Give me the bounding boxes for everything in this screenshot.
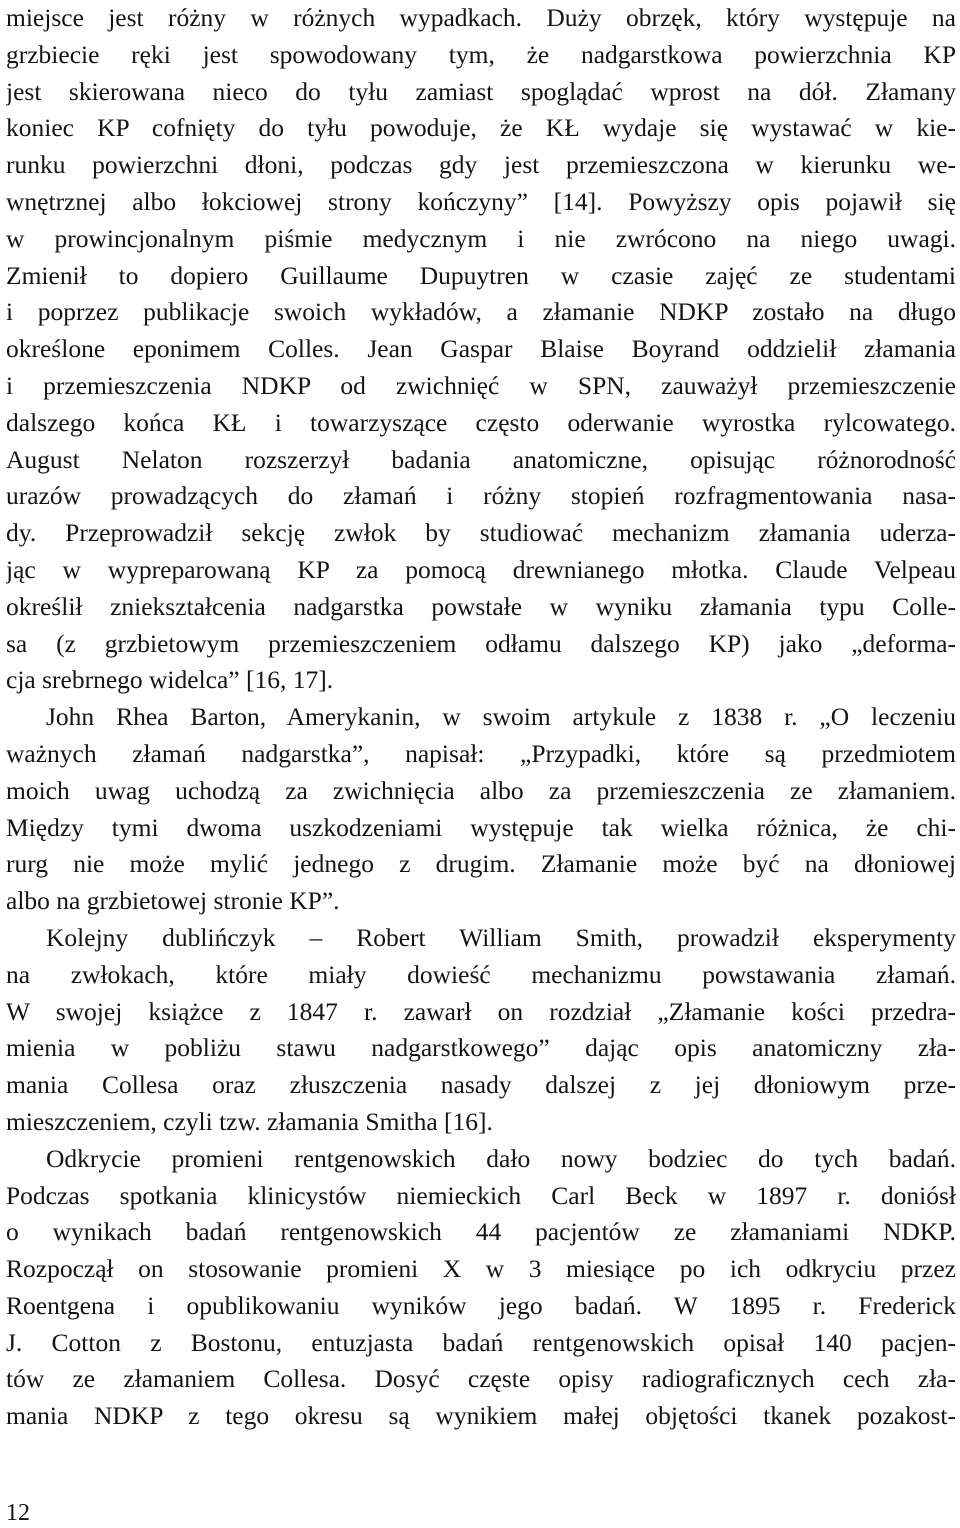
- text-line: określił zniekształcenia nadgarstka powstałe w wyniku złamania typu Colle-: [6, 591, 956, 621]
- text-line: Kolejny dublińczyk – Robert William Smith, prowadził eksperymenty: [46, 922, 956, 952]
- text-line: Odkrycie promieni rentgenowskich dało nowy bodziec do tych badań.: [46, 1143, 956, 1173]
- text-line: i poprzez publikacje swoich wykładów, a złamanie NDKP zostało na długo: [6, 297, 956, 327]
- text-line: i przemieszczenia NDKP od zwichnięć w SPN, zauważył przemieszczenie: [6, 370, 956, 400]
- text-line: sa (z grzbietowym przemieszczeniem odłamu dalszego KP) jako „deforma-: [6, 628, 956, 658]
- text-line: mania NDKP z tego okresu są wynikiem małej objętości tkanek pozakost-: [6, 1401, 956, 1431]
- text-line: miejsce jest różny w różnych wypadkach. Duży obrzęk, który występuje na: [6, 3, 956, 32]
- text-line: na zwłokach, które miały dowieść mechanizmu powstawania złamań.: [6, 959, 956, 989]
- text-line: mieszczeniem, czyli tzw. złamania Smitha [16].: [6, 1106, 493, 1136]
- text-line: jąc w wypreparowaną KP za pomocą drewnianego młotka. Claude Velpeau: [6, 554, 956, 584]
- text-line: mienia w pobliżu stawu nadgarstkowego” dając opis anatomiczny zła-: [6, 1033, 956, 1063]
- text-line: dy. Przeprowadził sekcję zwłok by studiować mechanizm złamania uderza-: [6, 518, 956, 548]
- text-line: jest skierowana nieco do tyłu zamiast spoglądać wprost na dół. Złamany: [6, 76, 956, 106]
- text-line: John Rhea Barton, Amerykanin, w swoim artykule z 1838 r. „O leczeniu: [46, 702, 956, 732]
- text-line: dalszego końca KŁ i towarzyszące często oderwanie wyrostka rylcowatego.: [6, 407, 956, 437]
- text-line: Roentgena i opublikowaniu wyników jego badań. W 1895 r. Frederick: [6, 1290, 956, 1320]
- text-line: wnętrznej albo łokciowej strony kończyny” [14]. Powyższy opis pojawił się: [6, 186, 956, 216]
- text-line: Zmienił to dopiero Guillaume Dupuytren w czasie zajęć ze studentami: [6, 260, 956, 290]
- text-line: W swojej książce z 1847 r. zawarł on rozdział „Złamanie kości przedra-: [6, 996, 956, 1026]
- text-line: runku powierzchni dłoni, podczas gdy jest przemieszczona w kierunku we-: [6, 150, 956, 180]
- text-line: ważnych złamań nadgarstka”, napisał: „Przypadki, które są przedmiotem: [6, 738, 956, 768]
- text-line: grzbiecie ręki jest spowodowany tym, że nadgarstkowa powierzchnia KP: [6, 39, 956, 69]
- text-line: o wynikach badań rentgenowskich 44 pacjentów ze złamaniami NDKP.: [6, 1217, 956, 1247]
- text-line: moich uwag uchodzą za zwichnięcia albo za przemieszczenia ze złamaniem.: [6, 775, 956, 805]
- text-line: albo na grzbietowej stronie KP”.: [6, 886, 340, 916]
- text-line: August Nelaton rozszerzył badania anatomiczne, opisując różnorodność: [6, 444, 956, 474]
- text-line: koniec KP cofnięty do tyłu powoduje, że KŁ wydaje się wystawać w kie-: [6, 113, 956, 143]
- text-line: J. Cotton z Bostonu, entuzjasta badań rentgenowskich opisał 140 pacjen-: [6, 1327, 956, 1357]
- text-line: Między tymi dwoma uszkodzeniami występuje tak wielka różnica, że chi-: [6, 812, 956, 842]
- text-line: Podczas spotkania klinicystów niemieckich Carl Beck w 1897 r. doniósł: [6, 1180, 956, 1210]
- text-line: określone eponimem Colles. Jean Gaspar Blaise Boyrand oddzielił złamania: [6, 334, 956, 364]
- text-line: tów ze złamaniem Collesa. Dosyć częste opisy radiograficznych cech zła-: [6, 1364, 956, 1394]
- text-line: w prowincjonalnym piśmie medycznym i nie zwrócono na niego uwagi.: [6, 223, 956, 253]
- text-line: Rozpoczął on stosowanie promieni X w 3 miesiące po ich odkryciu przez: [6, 1254, 956, 1284]
- text-line: urazów prowadzących do złamań i różny stopień rozfragmentowania nasa-: [6, 481, 956, 511]
- document-page: [6, 0, 956, 1435]
- text-line: cja srebrnego widelca” [16, 17].: [6, 665, 334, 695]
- text-line: mania Collesa oraz złuszczenia nasady dalszej z jej dłoniowym prze-: [6, 1070, 956, 1100]
- page-number: 12: [6, 1500, 30, 1526]
- text-line: rurg nie może mylić jednego z drugim. Złamanie może być na dłoniowej: [6, 849, 956, 879]
